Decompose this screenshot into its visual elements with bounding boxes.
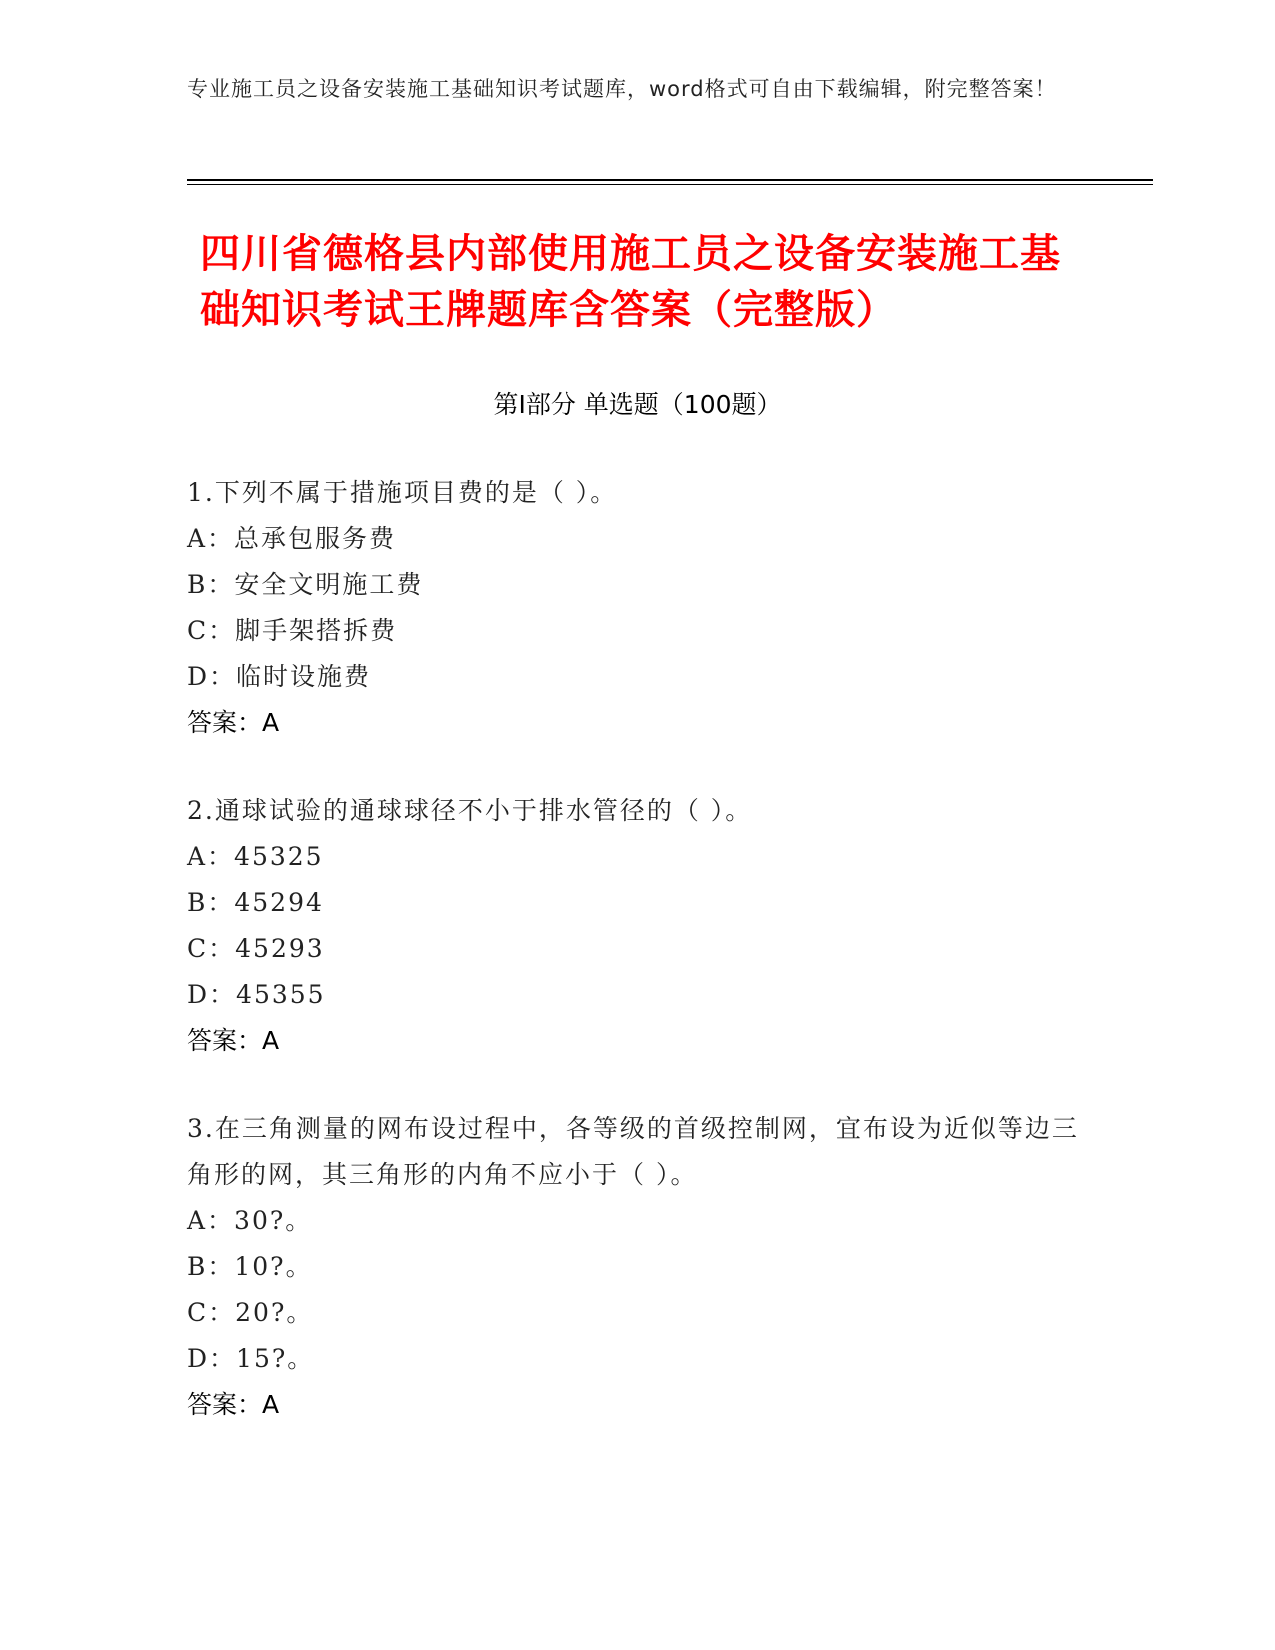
- question-stem: 3.在三角测量的网布设过程中，各等级的首级控制网，宜布设为近似等边三角形的网，其三角形的内角不应小于（ ）。: [187, 1114, 1079, 1189]
- option-b: B：45294: [187, 888, 324, 917]
- option-d: D：临时设施费: [187, 662, 372, 691]
- header-note: 专业施工员之设备安装施工基础知识考试题库，word格式可自由下载编辑，附完整答案！: [187, 77, 1057, 101]
- question-stem: 1.下列不属于措施项目费的是（ ）。: [187, 478, 618, 507]
- question-3: [187, 1106, 1087, 1428]
- option-c: C：脚手架搭拆费: [187, 616, 398, 645]
- option-a: A：45325: [187, 842, 324, 871]
- option-d: D：45355: [187, 980, 326, 1009]
- document-title: 四川省德格县内部使用施工员之设备安装施工基础知识考试王牌题库含答案（完整版）: [200, 231, 1061, 333]
- option-b: B：10?。: [187, 1252, 313, 1281]
- option-a: A：30?。: [187, 1206, 313, 1235]
- answer: 答案：A: [187, 708, 280, 737]
- answer: 答案：A: [187, 1026, 280, 1055]
- option-d: D：15?。: [187, 1344, 315, 1373]
- section-heading: 第Ⅰ部分 单选题（100题）: [493, 390, 782, 419]
- option-c: C：45293: [187, 934, 325, 963]
- question-1: [187, 470, 1087, 746]
- answer: 答案：A: [187, 1390, 280, 1419]
- header-divider-thin: [187, 184, 1153, 185]
- question-stem: 2.通球试验的通球球径不小于排水管径的（ ）。: [187, 796, 753, 825]
- option-a: A：总承包服务费: [187, 524, 397, 553]
- question-2: [187, 788, 1087, 1064]
- option-c: C：20?。: [187, 1298, 314, 1327]
- option-b: B：安全文明施工费: [187, 570, 424, 599]
- header-divider-thick: [187, 179, 1153, 181]
